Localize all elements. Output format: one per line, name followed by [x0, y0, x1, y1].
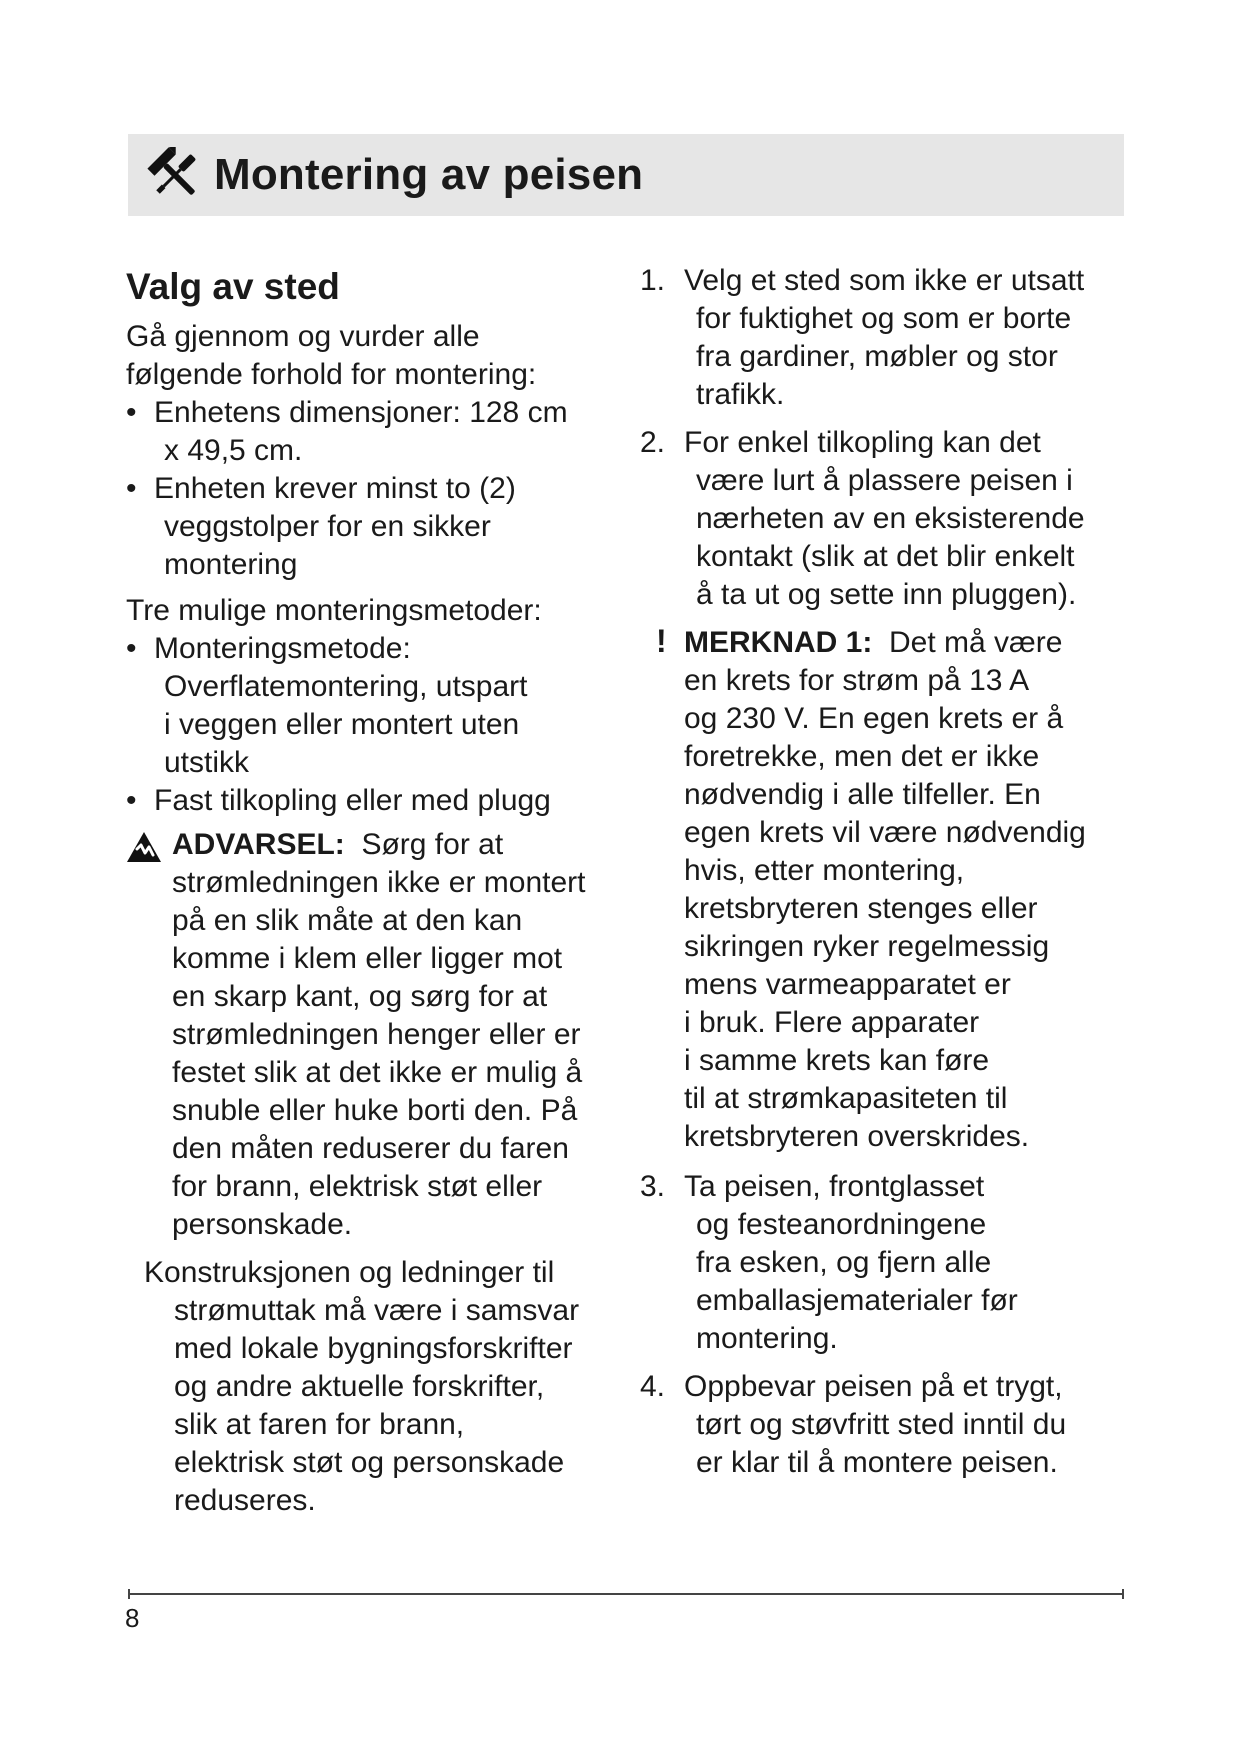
step-text: Oppbevar peisen på et trygt,: [684, 1370, 1063, 1403]
step-text: Ta peisen, frontglasset: [684, 1170, 985, 1203]
note-text: Det må være: [889, 626, 1063, 659]
text-line: kretsbryteren overskrides.: [684, 1120, 1030, 1153]
warning-text: Sørg for at: [361, 828, 504, 861]
step-text: og festeanordningene: [696, 1208, 987, 1241]
text-line: i bruk. Flere apparater: [684, 1006, 980, 1039]
step-text: montering.: [696, 1322, 838, 1355]
text-line: til at strømkapasiteten til: [684, 1082, 1008, 1115]
methods-intro: Tre mulige monteringsmetoder:: [126, 594, 542, 627]
bullet-icon: •: [126, 632, 137, 665]
bullet-icon: •: [126, 396, 137, 429]
requirements-list: [126, 394, 626, 584]
step-item: [640, 424, 1120, 614]
section-heading: Valg av sted: [126, 266, 340, 307]
text-line: snuble eller huke borti den. På: [172, 1094, 578, 1127]
text-line: i samme krets kan føre: [684, 1044, 990, 1077]
footer-rule: [128, 1593, 1124, 1595]
text-line: strømledningen ikke er montert: [172, 866, 586, 899]
right-column: [640, 262, 1120, 1492]
intro-line: følgende forhold for montering:: [126, 358, 537, 391]
step-text: for fuktighet og som er borte: [696, 302, 1072, 335]
text-line: kretsbryteren stenges eller: [684, 892, 1038, 925]
step-number: 3.: [640, 1170, 666, 1203]
item-text: utstikk: [164, 746, 250, 779]
text-line: strømuttak må være i samsvar: [174, 1294, 580, 1327]
tools-icon: [144, 147, 206, 203]
step-text: Velg et sted som ikke er utsatt: [684, 264, 1085, 297]
item-text: Fast tilkopling eller med plugg: [154, 784, 551, 817]
warning-label: ADVARSEL:: [172, 828, 345, 861]
text-line: slik at faren for brann,: [174, 1408, 465, 1441]
construction-text: Konstruksjonen og ledninger til: [144, 1256, 555, 1289]
intro-line: Gå gjennom og vurder alle: [126, 320, 480, 353]
list-item: [126, 470, 626, 584]
warning-lines: [172, 864, 626, 1244]
text-line: en krets for strøm på 13 A: [684, 664, 1030, 697]
item-text: Overflatemontering, utspart: [164, 670, 528, 703]
item-text: Monteringsmetode:: [154, 632, 411, 665]
step-text: fra esken, og fjern alle: [696, 1246, 992, 1279]
text-line: nødvendig i alle tilfeller. En: [684, 778, 1041, 811]
list-item: [126, 394, 626, 470]
step-number: 1.: [640, 264, 666, 297]
text-line: sikringen ryker regelmessig: [684, 930, 1050, 963]
text-line: og 230 V. En egen krets er å: [684, 702, 1064, 735]
item-text: Enhetens dimensjoner: 128 cm: [154, 396, 568, 429]
text-line: festet slik at det ikke er mulig å: [172, 1056, 583, 1089]
warning-block: [126, 826, 626, 1244]
construction-lines: [144, 1292, 626, 1520]
bullet-icon: •: [126, 784, 137, 817]
step-text: nærheten av en eksisterende: [696, 502, 1085, 535]
list-item: [126, 630, 626, 782]
page-number: 8: [125, 1603, 140, 1633]
intro-text: [126, 318, 626, 394]
step-text: er klar til å montere peisen.: [696, 1446, 1058, 1479]
page-title: Montering av peisen: [214, 150, 644, 199]
text-line: og andre aktuelle forskrifter,: [174, 1370, 545, 1403]
step-text: å ta ut og sette inn pluggen).: [696, 578, 1077, 611]
item-text: i veggen eller montert uten: [164, 708, 520, 741]
text-line: en skarp kant, og sørg for at: [172, 980, 548, 1013]
exclamation-icon: !: [656, 623, 667, 659]
step-text: emballasjematerialer før: [696, 1284, 1018, 1317]
step-text: kontakt (slik at det blir enkelt: [696, 540, 1075, 573]
item-text: x 49,5 cm.: [164, 434, 303, 467]
list-item: [126, 782, 626, 820]
step-item: [640, 1168, 1120, 1358]
text-line: mens varmeapparatet er: [684, 968, 1011, 1001]
step-number: 2.: [640, 426, 666, 459]
warning-icon: [126, 831, 162, 863]
step-text: være lurt å plassere peisen i: [696, 464, 1073, 497]
step-item: [640, 1368, 1120, 1482]
bullet-icon: •: [126, 472, 137, 505]
steps-list: [640, 262, 1120, 614]
step-text: tørt og støvfritt sted inntil du: [696, 1408, 1067, 1441]
text-line: strømledningen henger eller er: [172, 1018, 581, 1051]
text-line: foretrekke, men det er ikke: [684, 740, 1040, 773]
text-line: personskade.: [172, 1208, 353, 1241]
left-column: [126, 264, 626, 1520]
item-text: montering: [164, 548, 298, 581]
section-header: [128, 134, 1124, 216]
step-number: 4.: [640, 1370, 666, 1403]
item-text: veggstolper for en sikker: [164, 510, 491, 543]
construction-note: [126, 1254, 626, 1520]
methods-list: [126, 630, 626, 820]
note-label: MERKNAD 1:: [684, 626, 873, 659]
text-line: den måten reduserer du faren: [172, 1132, 569, 1165]
text-line: komme i klem eller ligger mot: [172, 942, 563, 975]
text-line: for brann, elektrisk støt eller: [172, 1170, 543, 1203]
text-line: egen krets vil være nødvendig: [684, 816, 1086, 849]
text-line: reduseres.: [174, 1484, 316, 1517]
step-item: [640, 262, 1120, 414]
note-block: [640, 624, 1120, 1156]
note-lines: [684, 662, 1120, 1156]
item-text: Enheten krever minst to (2): [154, 472, 516, 505]
text-line: hvis, etter montering,: [684, 854, 965, 887]
text-line: på en slik måte at den kan: [172, 904, 523, 937]
step-text: trafikk.: [696, 378, 785, 411]
step-text: fra gardiner, møbler og stor: [696, 340, 1058, 373]
text-line: elektrisk støt og personskade: [174, 1446, 565, 1479]
steps-list-continued: [640, 1168, 1120, 1482]
step-text: For enkel tilkopling kan det: [684, 426, 1041, 459]
text-line: med lokale bygningsforskrifter: [174, 1332, 573, 1365]
